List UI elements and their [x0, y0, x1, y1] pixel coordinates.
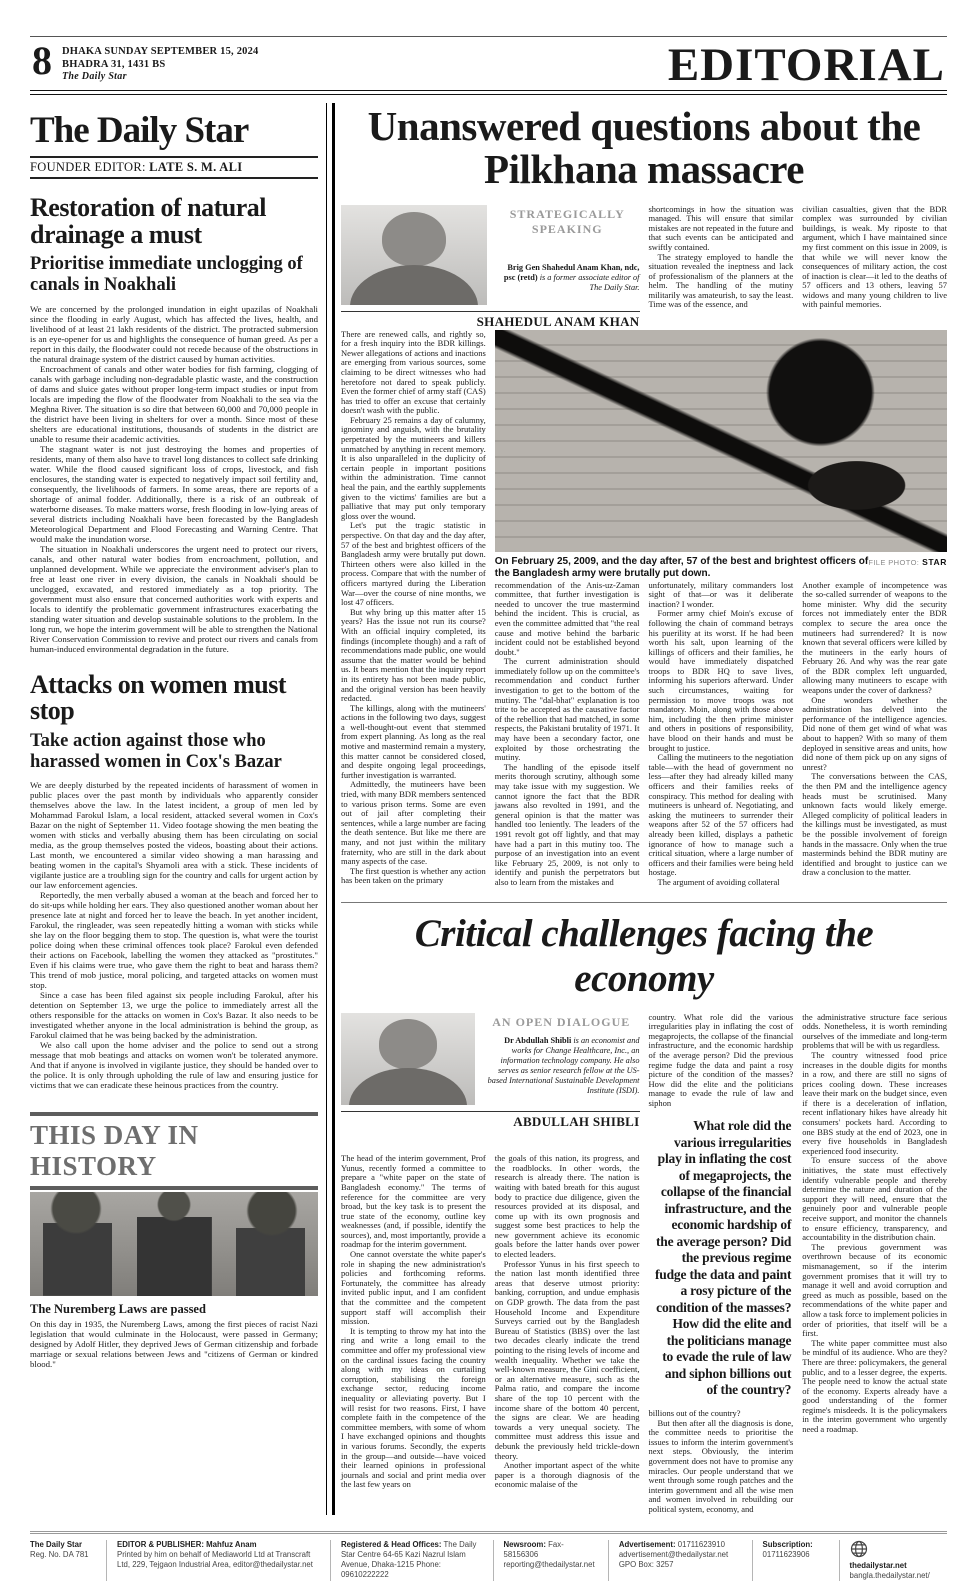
footer-newsroom: Newsroom: Fax- 58156306 reporting@thedailystar.net: [503, 1539, 595, 1569]
article-column-4-top: [802, 205, 947, 330]
column-series-title: AN OPEN DIALOGUE: [492, 1014, 631, 1029]
date-bangla: BHADRA 31, 1431 BS: [62, 59, 166, 71]
brand-small: The Daily Star: [62, 71, 127, 83]
body-paragraph: Encroachment of canals and other water bodies for fish farming, clogging of canals with garbage including non-degradable plastic waste, and the construction of dams and sluice gates without proper long-term impact studies or input from locals are impeding the flow of the floodwater from Noakhali to the sea via the Meghna River. The situation is so dire that between 60,000 and 70,000 people in the district have been living in shelters for over a month. Since most of these shelters are educational institutions, thousands of students in the district are unable to resume their academic activities.: [30, 363, 318, 444]
body-paragraph: February 25 remains a day of calumny, ignominy and anguish, with the brutality perpetrated by the mutineers and killers unmatched by anything in recent memory. It is also unparalleled in the duplicity of certain people in important positions within the administration. Time cannot heal the pain, and the earthly supplements given to the victims' families are but a palliative that may put only temporary gloss over the wound.: [341, 414, 486, 521]
body-paragraph: We are deeply disturbed by the repeated incidents of harassment of women in public places over the past month by individuals who apparently consider themselves above the law. In the latest incident, a group of men led by Mohammad Farokul Islam, a local resident, attacked several women in Cox's Bazar on the night of September 11. Video footage showing the men beating the women with sticks and verbally abusing them has been circulating on social media, as the group themselves posted the videos, boasting about their actions. Last month, we encountered a similar video showing a man harassing and beating women in the capital's Shyamoli area with a stick. These incidents of vigilante justice are a troubling sign for the country and calls for urgent action by our law enforcement agencies.: [30, 780, 318, 891]
author-name: SHAHEDUL ANAM KHAN: [341, 311, 640, 330]
article-pilkhana: [341, 105, 947, 887]
author-block: [341, 1013, 640, 1155]
footer-separator: [752, 1540, 753, 1581]
photo-caption: FILE PHOTO: STAR On February 25, 2009, and the day after, 57 of the best and brightest officers of the Bangladesh army were brutally put down.: [494, 555, 947, 580]
history-headline: The Nuremberg Laws are passed: [30, 1302, 206, 1317]
body-paragraph: country. What role did the various irregularities play in inflating the cost of megaprojects, the collapse of the financial infrastructure, and the economic hardship of the average person? Did the previous regime fudge the data and paint a rosy picture of the condition of the masses? How did the elite and the politicians manage to evade the rule of law and siphon: [648, 1011, 794, 1108]
body-paragraph: Admittedly, the mutineers have been tried, with many BDR members sentenced to various prison terms. Some are even out of jail after completing their sentences, while a large number are facing the death sentence. But like me there are many, and not just within the military fraternity, who are still in the dark about many aspects of the case.: [341, 779, 486, 867]
globe-icon: [850, 1540, 868, 1561]
editorial-attacks: [30, 669, 318, 1091]
column-divider: [326, 103, 335, 1514]
article-economy: [341, 911, 947, 1515]
article-divider-rule: [341, 902, 947, 903]
footer-advertisement: Advertisement: 01711623910 advertisement@thedailystar.net GPO Box: 3257: [618, 1539, 729, 1569]
body-paragraph: The handling of the episode itself merits thorough scrutiny, although some may take issue with my suggestion. We cannot ignore the fact that the BDR jawans also revolted in 1991, and the general opinion is that the matter was handled too leniently. The leaders of the 1991 revolt got off lightly, and that may have had a part in this mutiny too. The purpose of an investigation into an event like February 25, 2009, is not only to identify and punish the perpetrators but also to learn from the mistakes and: [494, 761, 640, 887]
body-paragraph: The first question is whether any action has been taken on the primary: [341, 865, 486, 886]
header-rule: [30, 90, 947, 95]
body-paragraph: We also call upon the home adviser and the police to send out a strong message that mob beatings and attacks on women won't be tolerated anymore. And that if anyone is involved in vigilante justice, they should be handed over to the police. It is only through upholding the rule of law and ensuring justice for victims that we can eradicate these heinous practices from the country.: [30, 1040, 318, 1091]
editorial-title: Attacks on women must stop: [30, 669, 286, 726]
article-column-3-top: [649, 205, 794, 330]
body-paragraph: The white paper committee must also be mindful of its audience. Who are they? There are three: policymakers, the general public, and to a lesser degree, the experts. The people need to know the actual state of the economy. Experts already have a good understanding of the former regime's misdeeds. It is the policymakers in the interim government who urgently need a roadmap.: [802, 1337, 947, 1435]
body-paragraph: Another example of incompetence was the so-called surrender of weapons to the home minister. Why did the security forces not immediately enter the BDR complex to secure the area once the mutineers had surrendered? It is now known that several officers were killed by the mutineers in the early hours of February 26. And why was the rear gate of the BDR complex left unguarded, allowing many mutineers to escape with weapons under the cover of darkness?: [802, 579, 947, 696]
body-paragraph: One cannot overstate the white paper's role in shaping the new administration's policies and forthcoming reforms. Fortunately, the committee has already invited public input, and I am confident that the committee and the competent support staff will accomplish their mission.: [341, 1249, 486, 1327]
editorial-subtitle: Take action against those who harassed women in Cox's Bazar: [30, 730, 282, 772]
body-paragraph: We are concerned by the prolonged inundation in eight upazilas of Noakhali since the flooding in early August, which has affected the lives, health, and livelihood of at least 21 lakh residents of the district. The protracted submersion is an eye-opener for us and highlights the consequence of human greed. As per a report in this daily, the floodwater could not recede because of the obstructions in the natural drainage system of the district caused by human activities.: [30, 303, 318, 364]
history-section-title: THIS DAY IN HISTORY: [30, 1120, 199, 1182]
article-column-1: [341, 330, 486, 888]
history-rule-bottom: [30, 1186, 318, 1190]
body-paragraph: Calling the mutineers to the negotiation table—with the head of government no less—after they had already killed many officers and their families reeks of conspiracy. This method for dealing with mutineers is unheard of. Negotiating, and asking the mutineers to surrender their weapons after 52 of the 57 officers had already been killed, displays a pathetic ignorance of how to manage such a critical situation, where a large number of officers and their families were being held hostage.: [648, 752, 794, 878]
footer-registration: The Daily Star Reg. No. DA 781: [30, 1539, 89, 1559]
pull-quote: What role did the various irregularities play in inflating the cost of megaprojects, the collapse of the financial infrastructure, and the economic hardship of the average person? Did the previous regime fudge the data and paint a rosy picture of the condition of the masses? How did the elite and the politicians manage to evade the rule of law and siphon billions out of the country?: [655, 1118, 792, 1398]
editorial-subtitle: Prioritise immediate unclogging of canals in Noakhali: [30, 254, 303, 296]
footer-websites: thedailystar.net bangla.thedailystar.net/: [850, 1540, 947, 1581]
editorial-drainage: [30, 195, 318, 653]
author-block: [341, 205, 640, 330]
footer-subscription: Subscription: 01711623906: [762, 1539, 813, 1559]
body-paragraph: The strategy employed to handle the situation revealed the ineptness and lack of professionalism of the planners at the helm. The handling of the mutiny militarily was amateurish, to say the least. Time was of the essence, and: [648, 251, 794, 310]
article-headline: Critical challenges facing the economy: [414, 911, 874, 1000]
history-photo: [30, 1192, 318, 1296]
body-paragraph: There are renewed calls, and rightly so, for a fresh inquiry into the BDR killings. Newer allegations of actions and inactions are emerging from various sources, some claiming to be direct witnesses who had heretofore not dared to speak publicly. Even the former chief of army staff (CAS) has tried to offer an excuse that certainly doesn't wash with the public.: [341, 328, 486, 416]
body-paragraph: billions out of the country?: [648, 1407, 741, 1418]
body-paragraph: recommendation of the Anis-uz-Zaman committee, that further investigation is needed to uncover the true mastermind behind the incident. This is crucial, as even the committee admitted that "the real cause and motive behind the barbaric incident could not be established beyond doubt.": [494, 579, 640, 657]
body-paragraph: The argument of avoiding collateral: [657, 876, 780, 887]
body-paragraph: The conversations between the CAS, the then PM and the intelligence agency heads must be scrutinised. Many unknown facts would likely emerge. Alleged complicity of political leaders in the killings must be investigated, as must be the possible involvement of foreign hands in the massacre. Only when the true masterminds behind the BDR mutiny are identified and brought to justice can we draw a conclusion to the matter.: [802, 771, 947, 878]
history-body: On this day in 1935, the Nuremberg Laws, among the first pieces of racist Nazi legislation that would culminate in the Holocaust, were passed in Germany; designed by Adolf Hitler, they deprived Jews of German citizenship and forbade marriage or sexual relations between Jews and "citizens of German or kindred blood.": [30, 1319, 318, 1370]
footer-separator: [493, 1540, 494, 1581]
body-paragraph: Let's put the tragic statistic in perspective. On that day and the day after, 57 of the best and brightest officers of the Bangladesh army were brutally put down. Thirteen others were also killed in the process. Compare that with the number of officers martyred during the Liberation War—over the course of nine months, we lost 47 officers.: [341, 520, 486, 608]
body-paragraph: The head of the interim government, Prof Yunus, recently formed a committee to prepare a "white paper on the state of Bangladesh economy." The terms of reference for the committee are very broad, but the key task is to present the true state of the economy, outline key weaknesses (and, if possible, identify the sources), and, most importantly, provide a roadmap for the interim government.: [341, 1153, 486, 1250]
this-day-in-history: [30, 1112, 318, 1369]
body-paragraph: One wonders whether the administration has delved into the performance of the intelligence agencies. Did none of them get wind of what was about to happen? With so many of them deployed in sensitive areas and units, how did none of them pick up on any signs of unrest?: [802, 694, 947, 772]
article-headline: Unanswered questions about the Pilkhana massacre: [367, 103, 921, 192]
article-column-2-bottom: [495, 581, 640, 888]
body-paragraph: It is tempting to throw my hat into the ring and write a long email to the committee and offer my professional view on the cardinal issues facing the country along with my ideas on curtailing corruption, stabilising the foreign exchange sector, reducing income inequality or alleviating poverty. But I will resist for two reasons. First, I have complete faith in the competence of the committee members, with some of whom I have exchanged opinions and thoughts in various forums. Secondly, the experts in the group—and outside—have voiced their learned opinions in professional journals and social and print media over the last few years on: [341, 1325, 486, 1490]
body-paragraph: The killings, along with the mutineers' actions in the following two days, suggest a well-thought-out event that stemmed from expert planning. As long as the real motive and mastermind remain a mystery, this matter cannot be considered closed, and despite ongoing legal proceedings, further investigation is warranted.: [341, 702, 486, 780]
founder-line: FOUNDER EDITOR: LATE S. M. ALI: [30, 156, 318, 179]
founder-name: LATE S. M. ALI: [149, 160, 243, 175]
footer-separator: [839, 1540, 840, 1581]
date-gregorian: DHAKA SUNDAY SEPTEMBER 15, 2024: [62, 46, 259, 57]
column-series-title: STRATEGICALLY SPEAKING: [509, 206, 625, 236]
article-column-1: [341, 1154, 486, 1514]
footer-separator: [330, 1540, 331, 1581]
body-paragraph: shortcomings in how the situation was managed. This will ensure that similar mistakes are not repeated in the future and that such events can be anticipated and swiftly contained.: [648, 203, 794, 252]
page-header: [30, 37, 947, 90]
photo-credit: FILE PHOTO: STAR: [868, 556, 947, 567]
author-byline: Dr Abdullah Shibli is an economist and works for Change Healthcare, Inc., an information technology company. He also serves as senior research fellow at the US-based International Sustainable Development Institute (ISDI).: [487, 1035, 640, 1095]
body-paragraph: The situation in Noakhali underscores the urgent need to protect our rivers, canals, and other natural water bodies from encroachment, pollution, and unplanned development. While we appreciate the environment adviser's plan to free at least one river in every division, the canals in Noakhali should be unclogged, excavated, and restored immediately as a top priority. The government must also ensure that concerned authorities work with experts and locals to identify the problematic government infrastructures exacerbating the standing water situation and develop sustainable solutions to the problem. In the long run, we hope the interim government will be able to strengthen the National River Conservation Commission to revive and protect our rivers and canals from human-induced environmental degradation in the future.: [30, 543, 318, 654]
author-byline: Brig Gen Shahedul Anam Khan, ndc, psc (retd) is a former associate editor of The Daily Star.: [503, 262, 640, 292]
main-articles: [341, 103, 947, 1514]
article-column-3: [649, 1013, 794, 1515]
article-column-4-bottom: [802, 581, 947, 888]
editorial-column: [30, 103, 318, 1514]
history-rule-top: [30, 1112, 318, 1116]
page-number: 8: [32, 38, 52, 83]
body-paragraph: civilian casualties, given that the BDR complex was surrounded by civilian buildings, is weak. My riposte to that argument, which I have maintained since my first comment on this issue in 2009, is that while we will never know the consequences of military action, the cost of inaction is clear—it led to the deaths of 57 officers and 13 others, leaving 57 widows and many young children to live with painful memories.: [802, 203, 947, 310]
footer-head-office: Registered & Head Offices: The Daily Star Centre 64-65 Kazi Nazrul Islam Avenue, Dhaka-1215 Phone: 09610222222: [340, 1539, 477, 1579]
body-paragraph: Reportedly, the men verbally abused a woman at the beach and forced her to do sit-ups while holding her ears. They also questioned another woman about her presence late at night and forced her to leave the beach. In yet another incident, Farokul, the ringleader, was seen repeatedly hitting a woman with sticks while she lay on the floor begging them to stop. The question is, what were the tourist police doing when these criminal offences took place? Farokul even defended their actions on Facebook, labelling the women they attacked as "prostitutes." Even if his claims were true, who gave them the right to beat and harass them? This trend of mob justice, moral policing, and targeted attacks on women must stop.: [30, 890, 318, 991]
dateline: [62, 42, 259, 84]
body-paragraph: Another important aspect of the white paper is a thorough diagnosis of the economic malaise of the: [494, 1460, 640, 1490]
body-paragraph: But why bring up this matter after 15 years? Has the issue not run its course? With an official inquiry completed, its findings (incomplete though) and a raft of recommendations made public, one would assume that the matter would be behind us. It bears mention that the inquiry report in its entirety has not been made public, and the original version has been heavily redacted.: [341, 606, 486, 704]
author-photo: [341, 205, 487, 305]
body-paragraph: The current administration should immediately follow up on the committee's recommendation and conduct further investigation to get to the bottom of the mutiny. The "dal-bhat" explanation is too trite to be accepted as the causative factor of the rebellion that had matched, in some respects, the Pakistani brutality of 1971. It may have been a secondary factor, one exploited by those orchestrating the mutiny.: [494, 656, 640, 763]
body-paragraph: To ensure success of the above initiatives, the state must effectively identify vulnerable people and thereby determine the nature and duration of the support they will need, ensure that the genuinely poor and vulnerable people receive support, and monitor the channels to ensure efficiency, transparency, and accountability in the distribution chain.: [802, 1155, 947, 1243]
mutiny-photo: [495, 330, 947, 552]
editorial-title: Restoration of natural drainage a must: [30, 193, 266, 249]
article-column-3-bottom: [649, 581, 794, 888]
article-column-4: [802, 1013, 947, 1515]
footer-separator: [106, 1540, 107, 1581]
body-paragraph: the administrative structure face serious odds. Nonetheless, it is worth reminding ourselves of the immediate and long-term problems that will be with us regardless.: [802, 1011, 947, 1051]
body-paragraph: The country witnessed food price increases in the double digits for months in a row, and there are still no signs of prices cooling down. These increases leave their mark on the budget since, even if there is a deceleration of inflation, recent inflationary hikes have already hit consumers' pockets hard. According to one BBS study at the end of 2023, one in every five households in Bangladesh experienced food insecurity.: [802, 1049, 947, 1156]
body-paragraph: The previous government was overthrown because of its economic mismanagement, so if the interim government promises that it will try to manage it well and avoid corruption and greed as much as possible, based on the recommendations of the white paper and allow a task force to implement policies in order of priorities, that itself will be a first.: [802, 1241, 947, 1339]
body-paragraph: Professor Yunus in his first speech to the nation last month identified three areas that deserve utmost priority: banking, corruption, and undue emphasis on GDP growth. The data from the past Household Income and Expenditure Surveys carried out by the Bangladesh Bureau of Statistics (BBS) over the last two decades clearly indicate the trend pointing to the rising levels of income and wealth inequality. Whether we take the well-known measure, the Gini coefficient, or an alternative measure, such as the Palma ratio, and compare the income share of the top 10 percent with the income share of the bottom 40 percent, the signs are clear. We are heading towards a very unequal society. The committee must address this issue and debunk the previously held trickle-down theory.: [494, 1258, 640, 1461]
body-paragraph: the goals of this nation, its progress, and the roadblocks. In other words, the research is already there. The nation is waiting with bated breath for this august body to practice due diligence, given the resources provided at its disposal, and come up with its own prognosis and suggest some best practices to help the new government achieve its economic goals before the latter hands over power to elected leaders.: [494, 1153, 640, 1260]
body-paragraph: unfortunately, military commanders lost sight of that—or was it deliberate inaction? I wonder.: [648, 579, 794, 609]
body-paragraph: The stagnant water is not just destroying the homes and properties of residents, many of them also have to travel long distances to collect safe drinking water. While the flood caused significant loss of crops, livestock, and fish enclosures, the standing water is expected to negatively impact soil fertility and, consequently, the livelihoods of farmers. In some areas, there are reports of a shortage of animal fodder. Additionally, there is a risk of an outbreak of waterborne diseases. To make matters worse, fresh flooding in low-lying areas of several districts including Noakhali have been forecasted by the Bangladesh Meteorological Department and Flood Forecasting and Warning Centre. That would make the inundation worse.: [30, 443, 318, 544]
body-paragraph: But then after all the diagnosis is done, the committee needs to prioritise the issues to inform the interim government's next steps. Obviously, the interim government does not have to promise any miracles. Our people understand that we went through some rough patches and the interim government and all the wise men and women involved in rebuilding our political system, economy, and: [648, 1417, 794, 1514]
body-paragraph: Since a case has been filed against six people including Farokul, after his detention on September 13, we urge the police to immediately arrest all the others responsible for the attacks on women in Cox's Bazar. It also needs to be investigated whether anyone in the local administration is behind the group, as Farokul claimed that he was being backed by the administration.: [30, 990, 318, 1041]
footer-separator: [608, 1540, 609, 1581]
body-paragraph: Former army chief Moin's excuse of following the chain of command betrays his puerility at its worst. If he had been worth his salt, upon learning of the killings of officers and their families, he would have immediately dispatched troops to BDR HQ to save lives, informing his superiors afterward. Under such circumstances, waiting for permission to move troops was not mandatory. Moin, along with those above him, including the then prime minister and others in positions of responsibility, have blood on their hands and must be brought to justice.: [648, 608, 794, 753]
footer-publisher: EDITOR & PUBLISHER: Mahfuz Anam Printed by him on behalf of Mediaworld Ltd at Transcraft Ltd, 229, Tejgaon Industrial Area, editor@thedailystar.net: [117, 1539, 313, 1569]
article-column-2: [495, 1154, 640, 1514]
mutiny-photo-block: [495, 330, 947, 581]
section-title: EDITORIAL: [667, 39, 945, 91]
author-photo: [341, 1013, 475, 1105]
page-footer: [30, 1531, 947, 1595]
masthead-logo: The Daily Star: [30, 110, 249, 152]
author-name: ABDULLAH SHIBLI: [341, 1111, 640, 1130]
